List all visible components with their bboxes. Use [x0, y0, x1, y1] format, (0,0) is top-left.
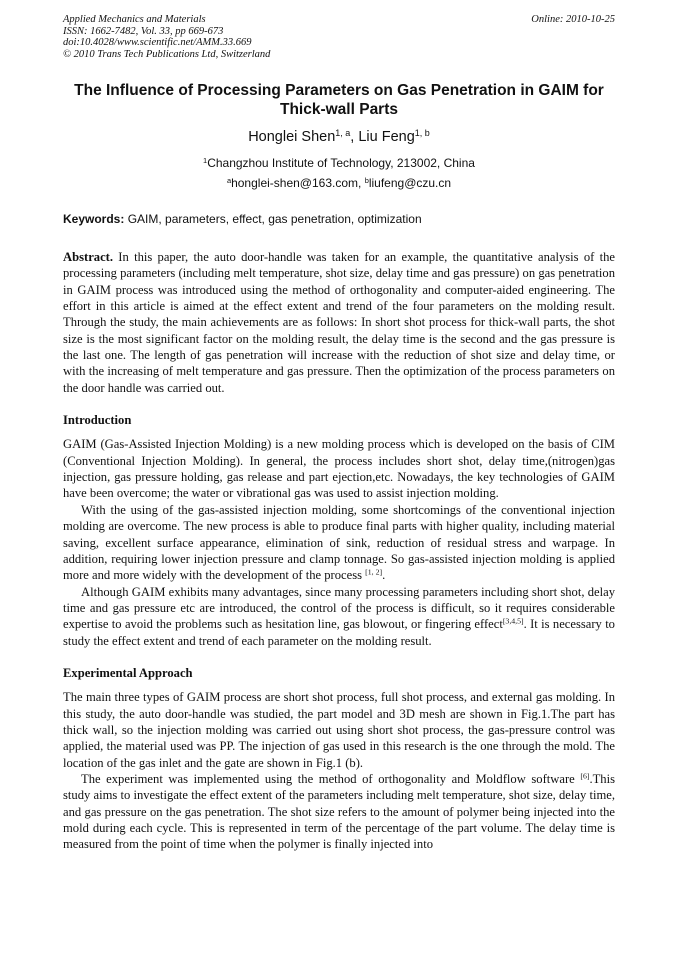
paragraph — [63, 771, 615, 853]
keywords-text: GAIM, parameters, effect, gas penetration, optimization — [124, 212, 422, 226]
citation: [1, 2] — [365, 567, 383, 577]
author-superscript: 1, a — [335, 128, 351, 139]
author-name: Honglei Shen — [248, 129, 336, 145]
paper-body — [63, 249, 615, 853]
email-link[interactable]: honglei-shen@163.com — [231, 176, 359, 190]
email-link[interactable]: liufeng@czu.cn — [368, 176, 452, 190]
keywords — [63, 212, 615, 226]
paragraph-text: . — [382, 568, 386, 583]
paragraph — [63, 584, 615, 649]
paragraph — [63, 502, 615, 584]
doi-line[interactable]: doi:10.4028/www.scientific.net/AMM.33.669 — [63, 37, 252, 48]
abstract-text: In this paper, the auto door-handle was taken for an example, the quantitative analysis of the processing parameters (including melt temperature, shot size, delay time and gas pressure) on gas penetration in GAIM process was introduced using the method of orthogonality and computer-aided engineering. The effort in this article is aimed at the effect extent and trend of the four parameters on the molding result. Through the study, the main achievements are as follows: In short shot process for thick-wall parts, the shot size is the most significant factor on the molding result, the delay time is the second and the gas pressure is the last one. The length of gas penetration will increase with the reduction of shot size and delay time, or with the increasing of melt temperature and gas pressure. Then the optimization of the process parameters on the door handle was carried out. — [63, 250, 615, 395]
citation: [3,4,5] — [502, 616, 524, 626]
journal-name: Applied Mechanics and Materials — [63, 14, 206, 25]
issn-line: ISSN: 1662-7482, Vol. 33, pp 669-673 — [63, 25, 224, 37]
email-superscript: b — [364, 175, 369, 185]
paragraph-text: Although GAIM exhibits many advantages, since many processing parameters including short shot, delay time and gas pressure etc are introduced, the control of the process is difficult, so it requires considerable expertise to avoid the problems such as hesitation line, gas blowout, or fingering effect — [63, 584, 615, 632]
email-superscript: a — [226, 175, 232, 185]
paper-title: The Influence of Processing Parameters on Gas Penetration in GAIM for Thick-wall Parts — [74, 82, 604, 118]
abstract-label: Abstract. — [63, 250, 114, 264]
paragraph-text: .This study aims to investigate the effect extent of the parameters including melt temperature, shot size, delay time, and gas pressure on the gas penetration. The shot size refers to the amount of polymer being injected into the mold during each cycle. This is represented in term of the percentage of the part volume. The delay time is measured from the point of time when the polymer is finally injected into — [63, 771, 615, 852]
section-heading: Introduction — [63, 413, 132, 428]
citation: [6] — [580, 771, 590, 781]
affiliation-superscript: 1 — [203, 155, 208, 165]
author-name: Liu Feng — [358, 129, 415, 145]
abstract-paragraph — [63, 249, 615, 396]
author-superscript: 1, b — [414, 128, 430, 139]
email-line — [60, 176, 618, 190]
keywords-label: Keywords: — [63, 212, 125, 226]
section-heading: Experimental Approach — [63, 665, 193, 680]
paragraph: GAIM (Gas-Assisted Injection Molding) is a new molding process which is developed on the basis of CIM (Conventional Injection Molding). In general, the process includes short shot, delay time,(nitrogen)gas injection, gas pressure holding, gas release and part ejection,etc. Nowadays, the key technologies of GAIM have been overcome; the water or vibrational gas was used to assist injection molding. — [63, 437, 615, 501]
paragraph-text: . It is necessary to study the effect extent and trend of each parameter on the molding result. — [63, 617, 615, 648]
paragraph: The main three types of GAIM process are short shot process, full shot process, and external gas molding. In this study, the auto door-handle was studied, the part model and 3D mesh are shown in Fig.1.The part has thick wall, so the injection molding was carried out using short shot process, the gas-pressure control was applied, the material used was PP. The injection of gas used in this research is the one through the mold. The location of the gas inlet and the gate are shown in Fig.1 (b). — [63, 690, 615, 770]
email-separator: , — [358, 176, 365, 190]
copyright-line: © 2010 Trans Tech Publications Ltd, Switzerland — [63, 48, 271, 60]
author-line — [60, 129, 618, 145]
author-separator: , — [350, 129, 359, 145]
paragraph-text: With the using of the gas-assisted injection molding, some shortcomings of the conventional injection molding are overcome. The new process is able to produce final parts with higher quality, including material saving, excellent surface appearance, elimination of sink, reduction of residual stress and warpage. In addition, requiring lower injection pressure and clamp tonnage. So gas-assisted injection molding is applied more and more widely with the development of the process — [63, 502, 615, 583]
affiliation-text: Changzhou Institute of Technology, 213002, China — [207, 156, 475, 170]
affiliation — [60, 156, 618, 170]
online-date: Online: 2010-10-25 — [531, 14, 615, 25]
paragraph-text: The experiment was implemented using the method of orthogonality and Moldflow software — [81, 771, 581, 786]
journal-header — [63, 14, 615, 60]
